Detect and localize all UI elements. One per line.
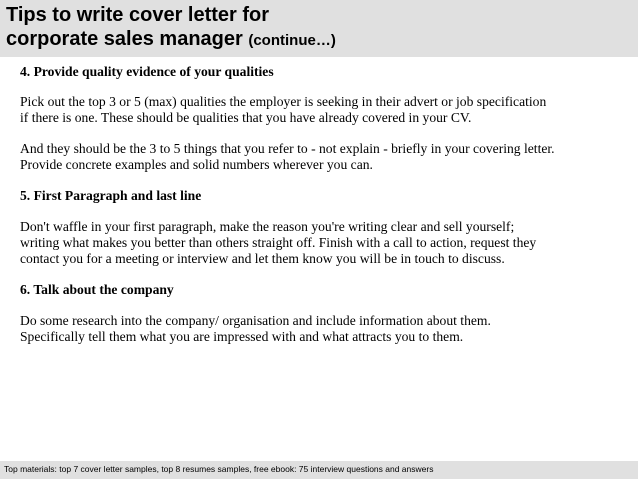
paragraph-line: And they should be the 3 to 5 things that you refer to - not explain - briefly in your covering letter. [20, 141, 555, 156]
title-line-2 [6, 27, 336, 53]
paragraph-line: Specifically tell them what you are impressed with and what attracts you to them. [20, 329, 464, 344]
paragraph-line: Don't waffle in your first paragraph, make the reason you're writing clear and sell yourself; [20, 219, 515, 234]
paragraph [20, 219, 632, 267]
paragraph-line: contact you for a meeting or interview and let them know you will be in touch to discuss. [20, 251, 505, 266]
paragraph-line: writing what makes you better than others straight off. Finish with a call to action, request they [20, 235, 537, 250]
paragraph-line: Provide concrete examples and solid numbers wherever you can. [20, 157, 373, 172]
section-heading: 6. Talk about the company [20, 282, 174, 297]
title-main-text: corporate sales manager [6, 28, 243, 50]
slide-content [20, 64, 632, 345]
paragraph-line: if there is one. These should be qualities that you have already covered in your CV. [20, 110, 472, 125]
title-continued: (continue…) [248, 32, 336, 49]
paragraph [20, 313, 632, 345]
section-6 [20, 282, 632, 345]
paragraph-line: Do some research into the company/ organisation and include information about them. [20, 313, 491, 328]
title-line-1: Tips to write cover letter for [6, 4, 270, 26]
footer-text: Top materials: top 7 cover letter samples, top 8 resumes samples, free ebook: 75 interview questions and answers [4, 464, 434, 474]
paragraph [20, 141, 632, 173]
section-4 [20, 64, 632, 173]
section-5 [20, 188, 632, 267]
paragraph-line: Pick out the top 3 or 5 (max) qualities the employer is seeking in their advert or job specification [20, 94, 547, 109]
paragraph [20, 94, 632, 126]
footer-bar [0, 461, 638, 479]
title-bar [0, 0, 638, 57]
page-title [6, 3, 336, 53]
section-heading: 4. Provide quality evidence of your qualities [20, 64, 274, 79]
section-heading: 5. First Paragraph and last line [20, 188, 202, 203]
